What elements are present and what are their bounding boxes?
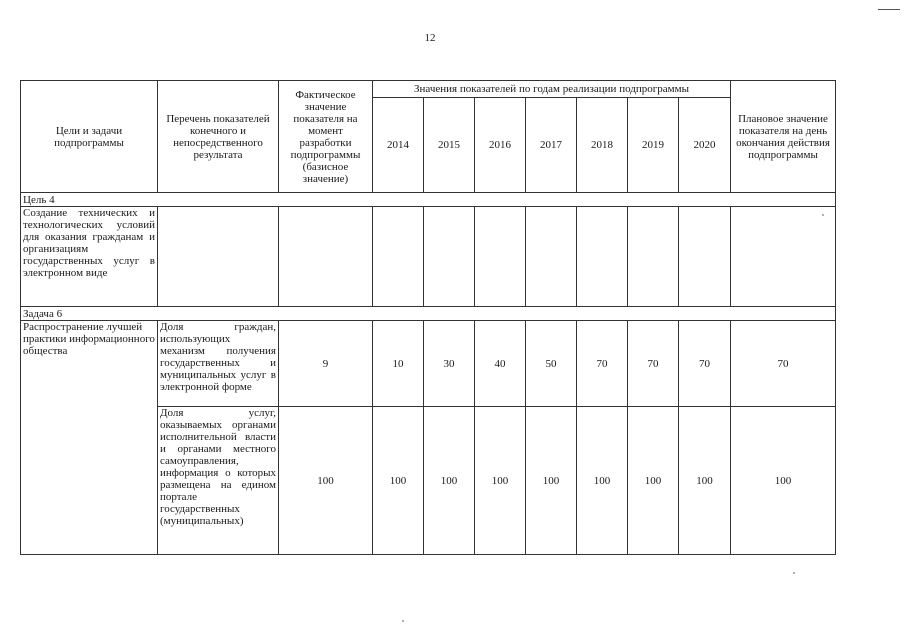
header-goals: Цели и задачи подпрограммы (21, 81, 158, 193)
header-years-group: Значения показателей по годам реализации подпрограммы (373, 81, 731, 98)
year-value: 100 (628, 407, 679, 555)
year-value: 40 (475, 321, 526, 407)
planned-value: 70 (731, 321, 836, 407)
year-value: 70 (679, 321, 731, 407)
goal-row (21, 207, 836, 307)
indicators-table (20, 80, 836, 555)
header-actual: Фактическое значение показателя на момент разработки подпрограммы (базисное значение) (279, 81, 373, 193)
planned-value: 100 (731, 407, 836, 555)
task-label: Задача 6 (21, 307, 836, 321)
goal-label-row (21, 193, 836, 207)
goal-label: Цель 4 (21, 193, 836, 207)
year-cell: 2020 (679, 98, 731, 193)
header-row-1 (21, 81, 836, 98)
year-value: 100 (526, 407, 577, 555)
year-cell: 2019 (628, 98, 679, 193)
goal-text: Создание технических и технологических условий для оказания гражданам и организациям государственных услуг в электронном виде (21, 207, 158, 307)
year-cell: 2018 (577, 98, 628, 193)
year-value: 100 (475, 407, 526, 555)
task-text: Распространение лучшей практики информационного общества (21, 321, 158, 555)
year-value: 50 (526, 321, 577, 407)
header-indicators: Перечень показателей конечного и непосредственного результата (158, 81, 279, 193)
header-planned: Плановое значение показателя на день окончания действия подпрограммы (731, 81, 836, 193)
scan-speck (793, 572, 795, 574)
year-cell: 2016 (475, 98, 526, 193)
scan-speck (402, 620, 404, 622)
year-value: 100 (424, 407, 475, 555)
year-cell: 2014 (373, 98, 424, 193)
year-value: 30 (424, 321, 475, 407)
year-value: 70 (577, 321, 628, 407)
table-row (21, 321, 836, 407)
scan-edge-mark (878, 9, 900, 10)
year-value: 100 (679, 407, 731, 555)
year-value: 70 (628, 321, 679, 407)
indicator-text: Доля граждан, использующих механизм получения государственных и муниципальных услуг в электронной форме (158, 321, 279, 407)
year-value: 100 (373, 407, 424, 555)
actual-value: 9 (279, 321, 373, 407)
page-number: 12 (424, 32, 436, 44)
year-value: 10 (373, 321, 424, 407)
scan-speck (822, 214, 824, 216)
year-cell: 2015 (424, 98, 475, 193)
task-label-row (21, 307, 836, 321)
actual-value: 100 (279, 407, 373, 555)
year-cell: 2017 (526, 98, 577, 193)
year-value: 100 (577, 407, 628, 555)
indicator-text: Доля услуг, оказываемых органами исполнительной власти и органами местного самоуправления, информация о которых размещена на едином портале государственных (муниципальных) (158, 407, 279, 555)
